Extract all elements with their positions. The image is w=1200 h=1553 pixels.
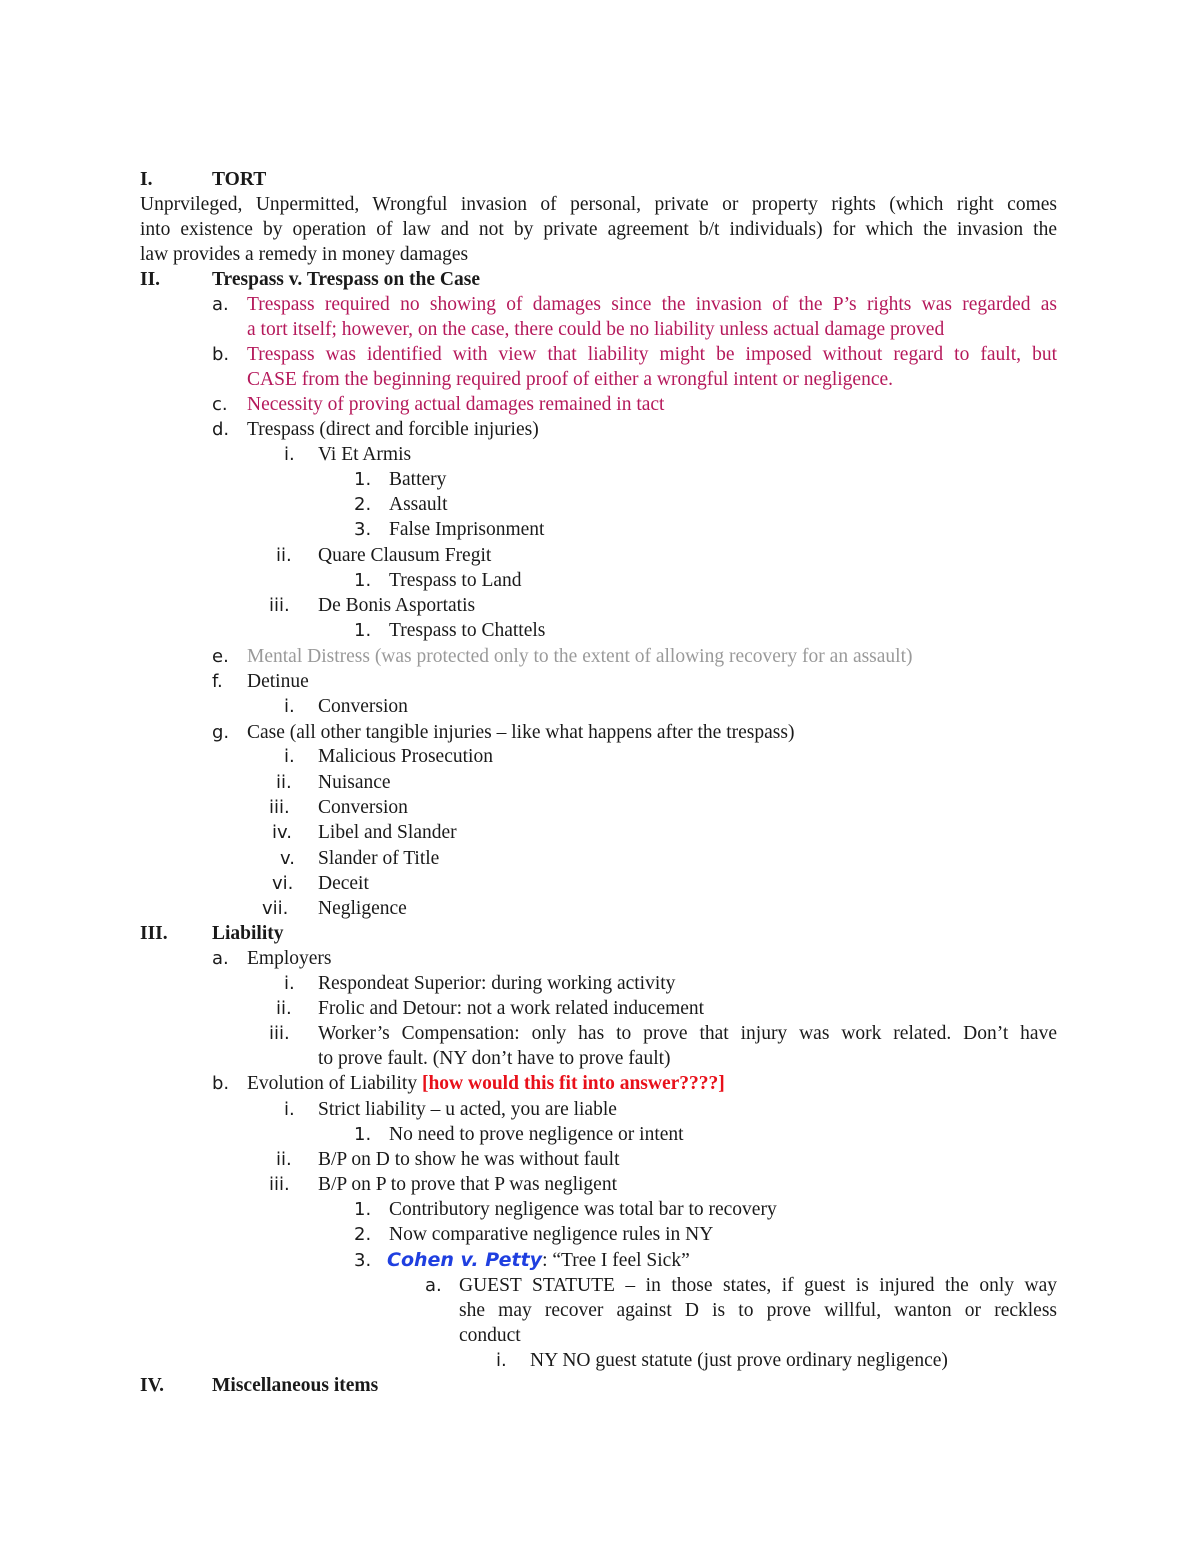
item-2g-vii: Negligence [318,898,407,919]
marker-3b-ii: ii. [276,1149,292,1170]
item-3a-i: Respondeat Superior: during working activity [318,973,676,994]
item-assault: Assault [389,494,448,515]
section-2-number: II. [140,269,161,290]
marker-2g-ii: ii. [276,772,292,793]
marker-3b-iii: iii. [269,1174,290,1195]
marker-guest-statute-i: i. [496,1350,507,1371]
item-2g-iii: Conversion [318,797,408,818]
item-2g-v: Slander of Title [318,848,440,869]
ny-guest-statute: NY NO guest statute (just prove ordinary negligence) [530,1350,948,1371]
marker-3b: b. [212,1073,230,1094]
marker-3b-iii-2: 2. [354,1224,372,1245]
guest-statute-line-2: she may recover against D is to prove willful, wanton or reckless [459,1300,1057,1321]
marker-3b-iii-1: 1. [354,1199,372,1220]
marker-2e: e. [212,646,229,667]
marker-3b-i-1: 1. [354,1124,372,1145]
item-3b-i-1: No need to prove negligence or intent [389,1124,684,1145]
item-2f-i: Conversion [318,696,408,717]
item-2b-line-1: Trespass was identified with view that liability might be imposed without regard to fault, but [247,344,1057,365]
item-battery: Battery [389,469,447,490]
marker-2g-vii: vii. [262,898,289,919]
marker-2c: c. [212,394,228,415]
item-2d: Trespass (direct and forcible injuries) [247,419,539,440]
item-3b-ii: B/P on D to show he was without fault [318,1149,620,1170]
item-false-imprisonment: False Imprisonment [389,519,545,540]
item-3a-iii-line-2: to prove fault. (NY don’t have to prove fault) [318,1048,671,1069]
item-trespass-to-chattels: Trespass to Chattels [389,620,546,641]
answer-note: [how would this fit into answer????] [421,1073,725,1094]
item-3b-iii-2: Now comparative negligence rules in NY [389,1224,714,1245]
item-3a: Employers [247,948,332,969]
section-4-title: Miscellaneous items [212,1375,379,1396]
marker-2d-i-3: 3. [354,519,372,540]
item-trespass-to-land: Trespass to Land [389,570,522,591]
item-3b-iii: B/P on P to prove that P was negligent [318,1174,617,1195]
marker-2f-i: i. [284,696,295,717]
marker-guest-statute: a. [425,1275,442,1296]
section-2-title: Trespass v. Trespass on the Case [212,269,480,290]
section-1-number: I. [140,169,153,190]
marker-2b: b. [212,344,230,365]
item-3a-iii-line-1: Worker’s Compensation: only has to prove that injury was work related. Don’t have [318,1023,1057,1044]
marker-2d-ii-1: 1. [354,570,372,591]
item-3b-i: Strict liability – u acted, you are liable [318,1099,617,1120]
tort-definition-line-3: law provides a remedy in money damages [140,244,469,265]
marker-2d-i-2: 2. [354,494,372,515]
marker-3b-iii-3: 3. [354,1250,372,1271]
item-2f: Detinue [247,671,309,692]
marker-2a: a. [212,294,229,315]
section-4-number: IV. [140,1375,165,1396]
marker-2d-iii-1: 1. [354,620,372,641]
marker-2g-vi: vi. [272,873,294,894]
marker-2d: d. [212,419,230,440]
section-1-title: TORT [212,169,267,190]
item-3a-ii: Frolic and Detour: not a work related inducement [318,998,705,1019]
marker-3b-i: i. [284,1099,295,1120]
item-2d-iii: De Bonis Asportatis [318,595,476,616]
marker-2d-i-1: 1. [354,469,372,490]
item-2d-ii: Quare Clausum Fregit [318,545,492,566]
marker-2d-iii: iii. [269,595,290,616]
case-mnemonic: : “Tree I feel Sick” [542,1250,690,1271]
marker-2g-i: i. [284,746,295,767]
guest-statute-line-1: GUEST STATUTE – in those states, if guest is injured the only way [459,1275,1057,1296]
item-2d-i: Vi Et Armis [318,444,412,465]
item-3b [247,1071,725,1096]
section-3-number: III. [140,923,168,944]
item-2c: Necessity of proving actual damages remained in tact [247,394,665,415]
item-2e: Mental Distress (was protected only to the extent of allowing recovery for an assault) [247,646,913,667]
marker-2f: f. [212,671,223,692]
case-name: Cohen v. Petty [387,1249,543,1271]
item-2b-line-2: CASE from the beginning required proof of either a wrongful intent or negligence. [247,369,894,390]
item-2a-line-2: a tort itself; however, on the case, there could be no liability unless actual damage proved [247,319,945,340]
marker-3a-iii: iii. [269,1023,290,1044]
item-2g: Case (all other tangible injuries – like what happens after the trespass) [247,722,795,743]
marker-2g-v: v. [280,848,295,869]
item-3b-iii-1: Contributory negligence was total bar to recovery [389,1199,777,1220]
item-2g-vi: Deceit [318,873,369,894]
marker-3a-i: i. [284,973,295,994]
item-3b-iii-3 [387,1248,690,1273]
tort-definition-line-1: Unprvileged, Unpermitted, Wrongful invasion of personal, private or property rights (which right comes [140,194,1057,215]
item-2a-line-1: Trespass required no showing of damages since the invasion of the P’s rights was regarded as [247,294,1057,315]
item-2g-iv: Libel and Slander [318,822,457,843]
marker-2g: g. [212,722,230,743]
tort-definition-line-2: into existence by operation of law and not by private agreement b/t individuals) for which the invasion the [140,219,1057,240]
marker-2g-iii: iii. [269,797,290,818]
marker-2g-iv: iv. [272,822,292,843]
item-2g-ii: Nuisance [318,772,391,793]
section-3-title: Liability [212,923,284,944]
marker-2d-ii: ii. [276,545,292,566]
item-2g-i: Malicious Prosecution [318,746,493,767]
marker-2d-i: i. [284,444,295,465]
item-3b-text: Evolution of Liability [247,1073,422,1094]
guest-statute-line-3: conduct [459,1325,521,1346]
marker-3a-ii: ii. [276,998,292,1019]
marker-3a: a. [212,948,229,969]
